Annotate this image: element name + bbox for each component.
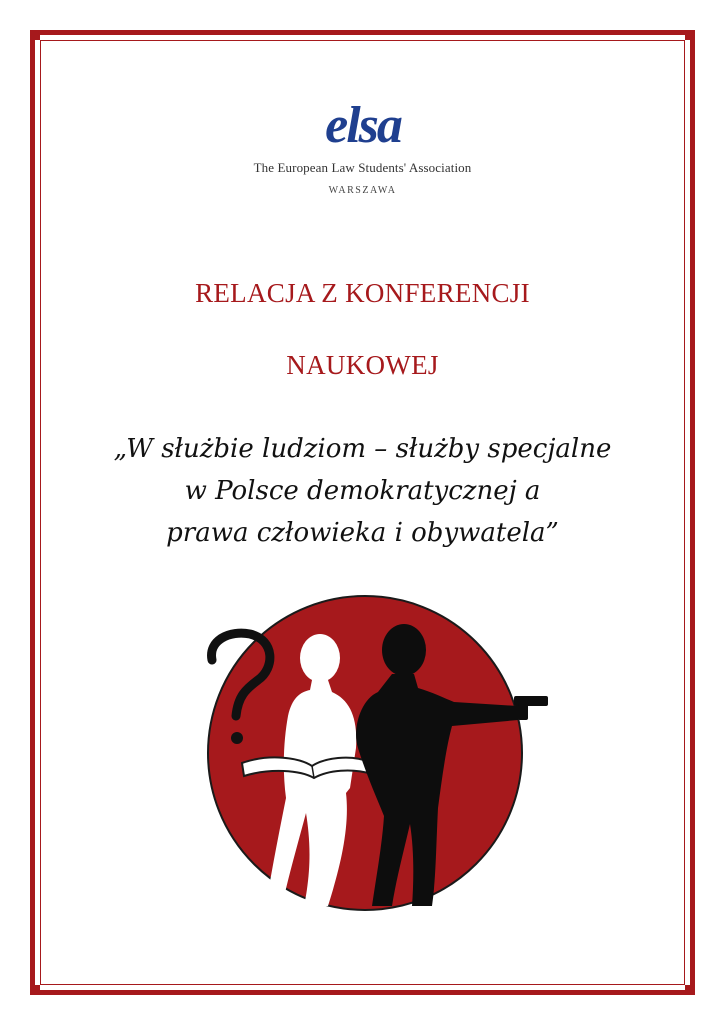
border-corner [30, 985, 40, 995]
page-title: RELACJA Z KONFERENCJI [195, 278, 530, 308]
logo-wordmark: elsa [324, 97, 401, 154]
subtitle-line: „W służbie ludziom – służby specjalne [113, 434, 612, 464]
logo-organization-name: The European Law Students' Association [253, 160, 472, 175]
border-corner [685, 985, 695, 995]
subtitle-line: w Polsce demokratycznej a [184, 476, 541, 506]
subtitle-line: prawa człowieka i obywatela” [166, 518, 559, 548]
border-corner [30, 30, 40, 40]
border-corner [685, 30, 695, 40]
conference-subtitle [0, 428, 725, 554]
elsa-logo-icon [298, 92, 428, 154]
logo-city: WARSZAWA [328, 185, 397, 196]
page-title-line2: NAUKOWEJ [286, 350, 439, 380]
two-silhouettes-illustration [200, 588, 560, 918]
elsa-logo [0, 92, 725, 196]
